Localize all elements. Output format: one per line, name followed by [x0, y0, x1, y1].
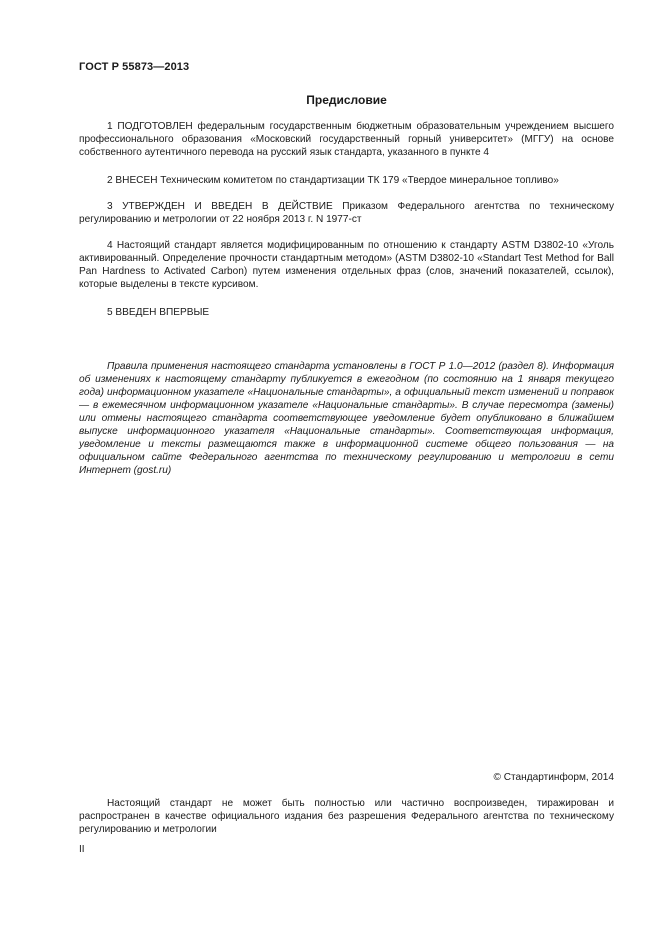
reproduction-notice: Настоящий стандарт не может быть полностью или частично воспроизведен, тиражирован и распространен в качестве официального издания без разрешения Федерального агентства по техническому регулированию и метрологии [79, 798, 614, 835]
item-4: 4 Настоящий стандарт является модифицированным по отношению к стандарту ASTM D3802-10 «Уголь активированный. Определение прочности стандартным методом» (ASTM D3802-10 «Standart Test Method for Ball Pan Hardness to Activated Carbon) путем изменения отдельных фраз (слов, значений показателей, ссылок), которые выделены в тексте курсивом. [79, 240, 614, 290]
copyright: © Стандартинформ, 2014 [493, 772, 614, 783]
usage-notice: Правила применения настоящего стандарта установлены в ГОСТ Р 1.0—2012 (раздел 8). Информация об изменениях к настоящему стандарту публикуется в ежегодном (по состоянию на 1 января текущего года) информационном указателе «Национальные стандарты», а официальный текст изменений и поправок — в ежемесячном информационном указателе «Национальные стандарты». В случае пересмотра (замены) или отмены настоящего стандарта соответствующее уведомление будет опубликовано в ближайшем выпуске информационного указателя «Национальные стандарты». Соответствующая информация, уведомление и тексты размещаются также в информационной системе общего пользования — на официальном сайте Федерального агентства по техническому регулированию и метрологии в сети Интернет (gost.ru) [79, 361, 614, 476]
item-5: 5 ВВЕДЕН ВПЕРВЫЕ [107, 307, 210, 318]
document-number: ГОСТ Р 55873—2013 [79, 61, 190, 73]
item-1: 1 ПОДГОТОВЛЕН федеральным государственным бюджетным образовательным учреждением высшего профессионального образования «Московский государственный горный университет» (МГГУ) на основе собственного аутентичного перевода на русский язык стандарта, указанного в пункте 4 [79, 121, 614, 158]
page-title: Предисловие [306, 93, 387, 107]
item-2: 2 ВНЕСЕН Техническим комитетом по стандартизации ТК 179 «Твердое минеральное топливо» [107, 175, 559, 186]
page-number: II [79, 844, 85, 855]
item-3: 3 УТВЕРЖДЕН И ВВЕДЕН В ДЕЙСТВИЕ Приказом Федерального агентства по техническому регулированию и метрологии от 22 ноября 2013 г. N 1977-ст [79, 201, 614, 225]
